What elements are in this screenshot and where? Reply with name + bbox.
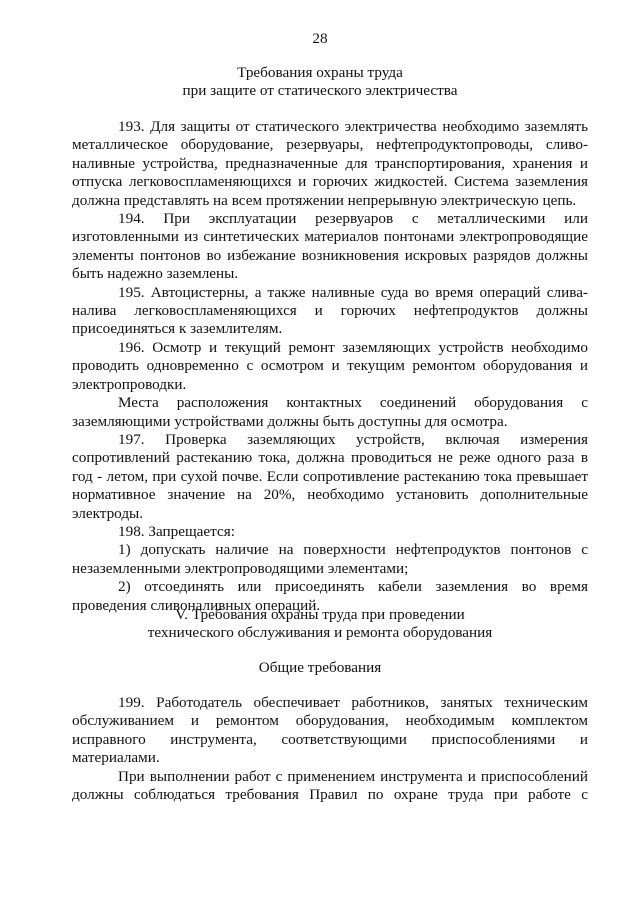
section-heading-static-electricity: [0, 64, 640, 101]
paragraph-199: 199. Работодатель обеспечивает работников, занятых техническим обслуживанием и ремонтом оборудования, необходимым комплектом исправного инструмента, соответствующими приспособлениями и материалами.: [72, 694, 588, 767]
section-heading-line-1: V. Требования охраны труда при проведении: [175, 606, 465, 623]
paragraph-196: 196. Осмотр и текущий ремонт заземляющих устройств необходимо проводить одновременно с осмотром и текущим ремонтом оборудования и электропроводки.: [72, 338, 588, 393]
paragraph-195: 195. Автоцистерны, а также наливные суда во время операций слива-налива легковоспламеняющихся и горючих нефтепродуктов должны присоединяться к заземлителям.: [72, 283, 588, 338]
paragraph-198-item-1: 1) допускать наличие на поверхности нефтепродуктов понтонов с незаземленными электропроводящими элементами;: [72, 541, 588, 577]
paragraph-198: 198. Запрещается:: [118, 522, 235, 540]
subsection-heading-general: Общие требования: [258, 659, 382, 676]
paragraph-196-contacts: Места расположения контактных соединений оборудования с заземляющими устройствами должны быть доступны для осмотра.: [72, 394, 588, 430]
section-heading-maintenance: [0, 606, 640, 643]
section-heading-line-2: при защите от статического электричества: [182, 82, 458, 100]
paragraph-193: 193. Для защиты от статического электричества необходимо заземлять металлическое оборудование, резервуары, нефтепродуктопроводы, сливо-наливные устройства, предназначенные для транспортирования, хранения и отпуска легковоспламеняющихся и горючих жидкостей. Система заземления должна представлять на всем протяжении непрерывную электрическую цепь.: [72, 118, 588, 209]
section-body-static-electricity: [72, 118, 588, 615]
paragraph-194: 194. При эксплуатации резервуаров с металлическими или изготовленными из синтетических материалов понтонами электропроводящие элементы понтонов во избежание возникновения искровых разрядов должны быть надежно заземлены.: [72, 210, 588, 283]
section-body-maintenance: [72, 694, 588, 804]
paragraph-198-item-2: 2) отсоединять или присоединять кабели заземления во время проведения сливоналивных операций.: [72, 578, 588, 614]
paragraph-197: 197. Проверка заземляющих устройств, включая измерения сопротивлений растеканию тока, должна проводиться не реже одного раза в год - летом, при сухой почве. Если сопротивление растеканию тока превышает нормативное значение на 20%, необходимо установить дополнительные электроды.: [72, 430, 588, 522]
page-number: 28: [312, 30, 328, 47]
section-heading-line-2: технического обслуживания и ремонта оборудования: [147, 624, 493, 642]
paragraph-199-tools: При выполнении работ с применением инструмента и приспособлений должны соблюдаться требования Правил по охране труда при работе с: [72, 767, 588, 804]
section-heading-line-1: Требования охраны труда: [237, 64, 403, 81]
